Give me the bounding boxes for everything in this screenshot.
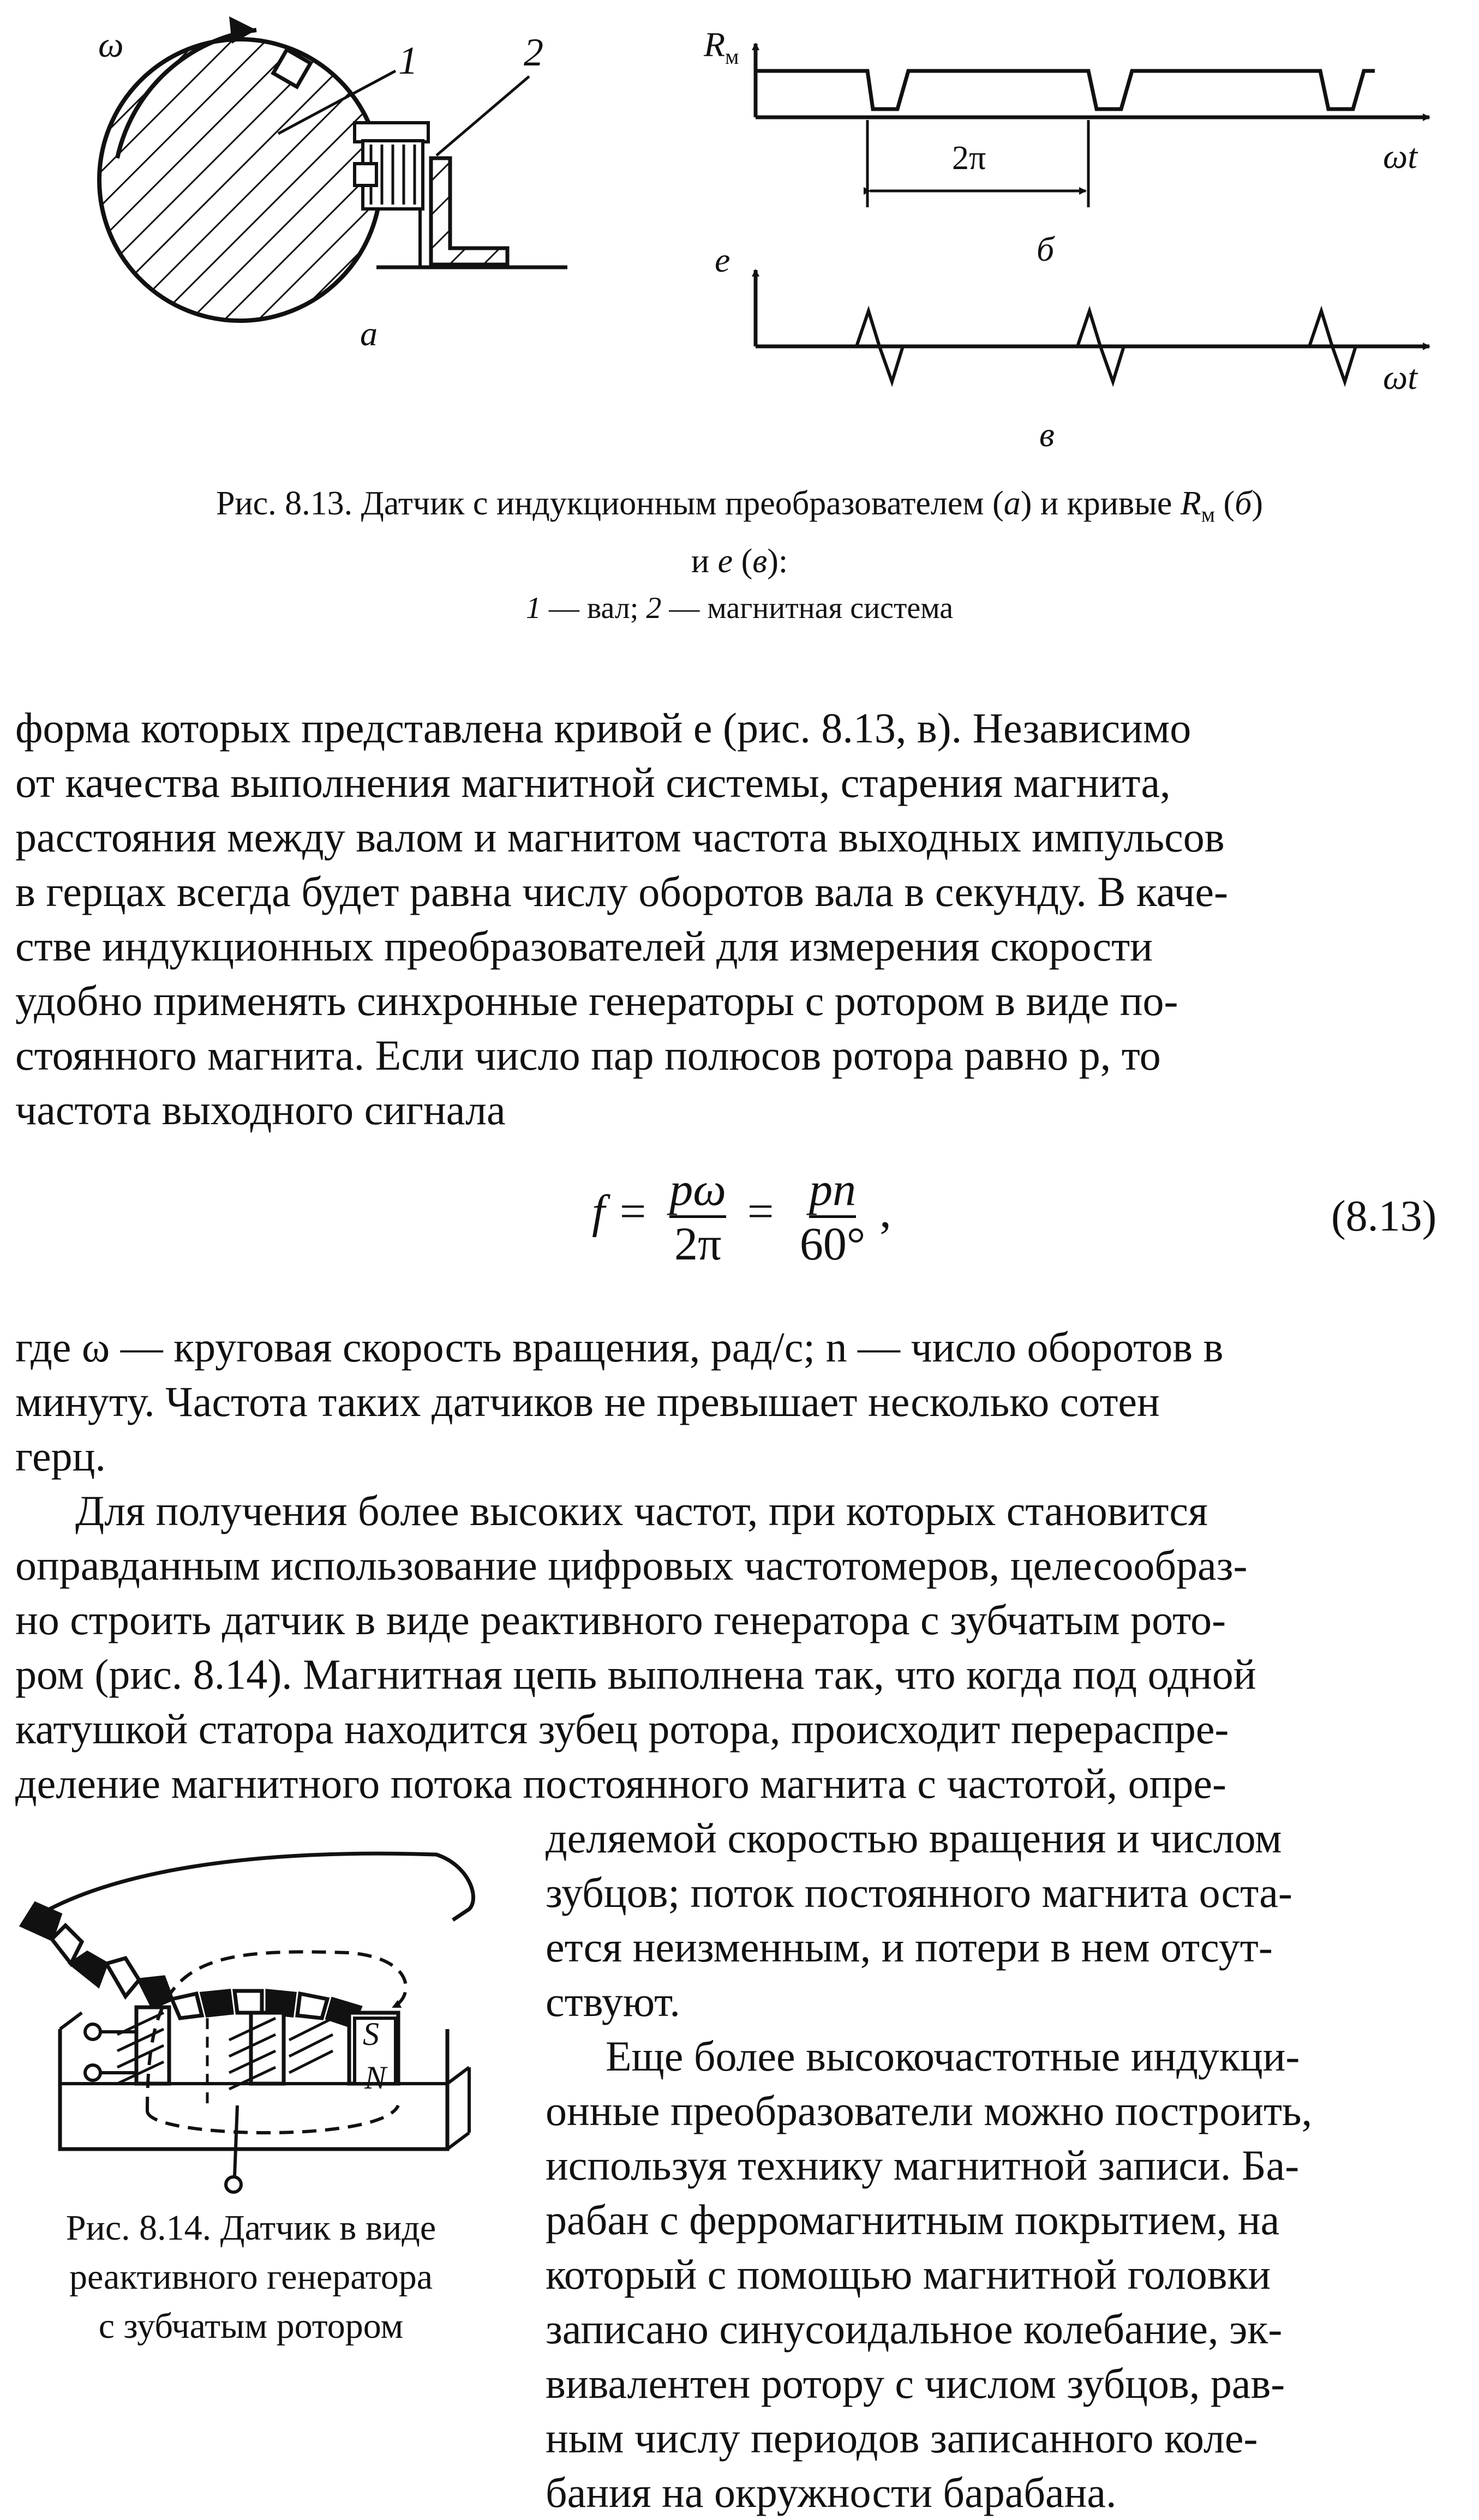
text-line: стоянного магнита. Если число пар полюсов ротора равно p, то (15, 1031, 1161, 1079)
fraction-1-num: pω (669, 1163, 726, 1218)
text-line: оправданным использование цифровых частотомеров, целесообраз- (15, 1541, 1248, 1589)
text-line: расстояния между валом и магнитом частота выходных импульсов (15, 813, 1225, 861)
text-line: от качества выполнения магнитной системы, старения магнита, (15, 759, 1171, 806)
formula-lhs: f = (592, 1185, 649, 1238)
caption-line-1: Рис. 8.13. Датчик с индукционным преобразователем (а) и кривые $R_м$ (б) (215, 485, 1264, 527)
text-line: деление магнитного потока постоянного магнита с частотой, опре- (15, 1760, 1226, 1807)
label-2: 2 (524, 31, 543, 74)
label-v: в (1039, 415, 1055, 454)
text-line: рабан с ферромагнитным покрытием, на (546, 2196, 1280, 2243)
text-line: Для получения более высоких частот, при которых становится (75, 1487, 1208, 1534)
text-line: форма которых представлена кривой e (рис. 8.13, в). Независимо (15, 704, 1191, 752)
figure-8-14-caption (0, 2204, 502, 2351)
text-line: онные преобразователи можно построить, (546, 2087, 1313, 2134)
label-1: 1 (398, 39, 418, 82)
text-line: записано синусоидальное колебание, эк- (546, 2305, 1283, 2353)
two-pi-label: 2π (952, 140, 986, 177)
fraction-1-den: 2π (674, 1217, 722, 1270)
magnet-s-label: S (363, 2016, 379, 2052)
text-line: бания на окружности барабана. (546, 2469, 1117, 2516)
text-line: частота выходного сигнала (15, 1086, 506, 1133)
text-line: ром (рис. 8.14). Магнитная цепь выполнена так, что когда под одной (15, 1651, 1256, 1698)
text-line: ется неизменным, и потери в нем отсут- (546, 1923, 1273, 1971)
caption-line-3: 1 — вал; 2 — магнитная система (525, 591, 954, 626)
e-axis-label: e (715, 241, 730, 279)
text-line: катушкой статора находится зубец ротора, происходит перераспре- (15, 1705, 1229, 1753)
formula-eq: = (747, 1185, 774, 1238)
formula-comma: , (879, 1185, 891, 1238)
omega-label: ω (98, 25, 124, 65)
caption-line: с зубчатым ротором (98, 2306, 404, 2346)
text-line: удобно применять синхронные генераторы с ротором в виде по- (15, 977, 1178, 1024)
text-line: где ω — круговая скорость вращения, рад/с; n — число оборотов в (15, 1323, 1224, 1371)
omega-t-label-1: ωt (1383, 137, 1417, 176)
text-line: зубцов; поток постоянного магнита оста- (546, 1869, 1292, 1916)
fraction-2-num: pn (809, 1163, 856, 1218)
magnet-n-label: N (364, 2060, 387, 2096)
caption-line: Рис. 8.14. Датчик в виде (65, 2208, 436, 2248)
text-line: деляемой скоростью вращения и числом (546, 1814, 1282, 1862)
label-a: а (360, 314, 378, 353)
text-line: в герцах всегда будет равна числу оборотов вала в секунду. В каче- (15, 868, 1228, 915)
text-line: вивалентен ротору с числом зубцов, рав- (546, 2360, 1285, 2407)
caption-line-2: и e (в): (691, 543, 788, 580)
text-line: используя технику магнитной записи. Ба- (546, 2141, 1300, 2189)
caption-line: реактивного генератора (69, 2257, 433, 2297)
text-line: ным числу периодов записанного коле- (546, 2414, 1258, 2462)
omega-t-label-2: ωt (1383, 358, 1417, 397)
text-line: минуту. Частота таких датчиков не превышает несколько сотен (15, 1378, 1160, 1425)
text-line: стве индукционных преобразователей для измерения скорости (15, 922, 1153, 970)
text-line: но строить датчик в виде реактивного генератора с зубчатым рото- (15, 1596, 1226, 1643)
rm-axis-label: $R_м$ (704, 25, 739, 69)
text-line: Еще более высокочастотные индукци- (606, 2032, 1300, 2080)
fraction-2-den: 60° (799, 1217, 866, 1270)
label-b: б (1037, 230, 1055, 268)
text-line: ствуют. (546, 1978, 680, 2025)
text-line: который с помощью магнитной головки (546, 2251, 1271, 2298)
text-line: герц. (15, 1432, 106, 1480)
equation-number: (8.13) (1331, 1192, 1437, 1240)
